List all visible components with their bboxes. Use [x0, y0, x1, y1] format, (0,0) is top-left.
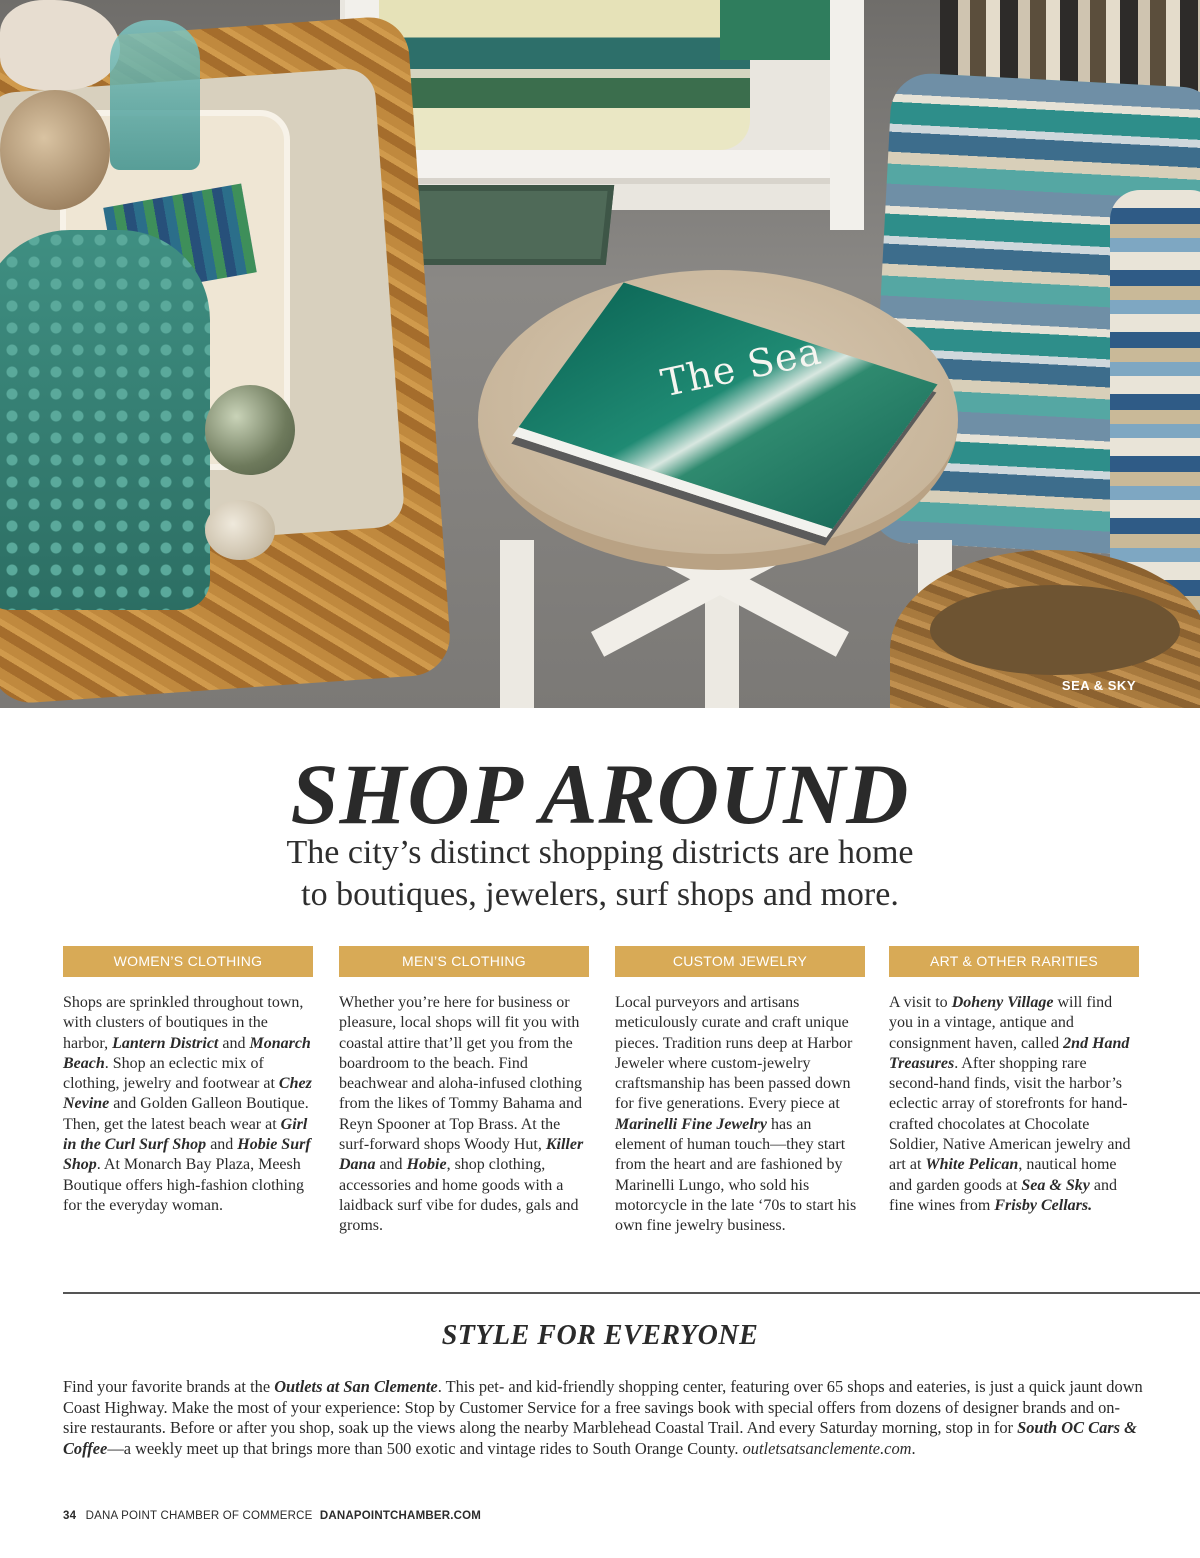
text-run: Local purveyors and artisans meticulously curate and craft unique pieces. Tradition runs deep at Harbor Jeweler where custom-jewelry craftsmanship has been passed down for five generations. Every piece at — [615, 994, 853, 1113]
text-run: . — [911, 1438, 916, 1458]
seashell — [0, 90, 110, 210]
emphasis-name: Frisby Cellars. — [994, 1196, 1093, 1214]
coral — [0, 0, 120, 90]
emphasis-name: Monarch Beach — [63, 1034, 311, 1072]
column-body — [615, 993, 865, 1237]
column-header: WOMEN’S CLOTHING — [63, 946, 313, 977]
text-run: —a weekly meet up that brings more than 500 exotic and vintage rides to South Orange County. — [107, 1438, 743, 1458]
text-run: . This pet- and kid-friendly shopping center, featuring over 65 shops and eateries, is just a quick jaunt down Coast Highway. Make the most of your experience: Stop by Customer Service for a free savings book with special offers from dozens of designer brands and on-sire restaurants. Before or after you shop, soak up the views along the nearby Marblehead Coastal Trail. And every Saturday morning, stop in for — [63, 1377, 1143, 1438]
emphasis-name: South OC Cars & Coffee — [63, 1418, 1137, 1458]
column-header: ART & OTHER RARITIES — [889, 946, 1139, 977]
text-run: and — [375, 1156, 407, 1174]
basket-opening — [930, 585, 1180, 675]
text-run: Find your favorite brands at the — [63, 1377, 275, 1396]
column-body — [63, 993, 313, 1216]
column-custom-jewelry — [615, 946, 865, 1237]
text-run: and fine wines from — [889, 1176, 1117, 1214]
column-body — [339, 993, 589, 1237]
shelf-leg — [830, 0, 864, 230]
text-run: A visit to — [889, 994, 952, 1011]
emphasis-name: Outlets at San Clemente — [274, 1377, 438, 1396]
publication-name: DANA POINT CHAMBER OF COMMERCE — [85, 1510, 313, 1522]
text-run: . At Monarch Bay Plaza, Meesh Boutique offers high-fashion clothing for the everyday woman. — [63, 1156, 304, 1214]
emphasis-name: Lantern District — [112, 1034, 219, 1052]
subheadline-line: The city’s distinct shopping districts are home — [286, 834, 914, 871]
page-title: SHOP AROUND — [290, 746, 910, 842]
glass-float — [205, 385, 295, 475]
text-run: and — [206, 1136, 238, 1154]
book-title: The Sea — [657, 328, 826, 406]
glass-goblet — [110, 20, 200, 170]
emphasis-name: White Pelican — [925, 1156, 1019, 1174]
text-run: and Golden Galleon Boutique. Then, get the latest beach wear at — [63, 1095, 309, 1133]
subheadline — [0, 832, 1200, 916]
wooden-crate — [406, 185, 614, 265]
text-run: has an element of human touch—they start from the heart and are fashioned by Marinelli Lungo, who sold his motorcycle in the late ‘70s to start his own fine jewelry business. — [615, 1115, 857, 1235]
column-header: CUSTOM JEWELRY — [615, 946, 865, 977]
publication-url: DANAPOINTCHAMBER.COM — [319, 1510, 482, 1522]
speckled-egg — [205, 500, 275, 560]
emphasis-name: Killer Dana — [339, 1136, 584, 1174]
emphasis-name: Girl in the Curl Surf Shop — [63, 1115, 308, 1154]
section-divider — [63, 1292, 1200, 1294]
stool-leg — [500, 540, 534, 708]
text-run: . After shopping rare second-hand finds, visit the harbor’s eclectic array of storefronts for hand-crafted chocolates at Chocolate Soldier, Native American jewelry and art at — [889, 1054, 1131, 1174]
emphasis-name: Hobie — [406, 1156, 447, 1174]
emphasis-name: Doheny Village — [951, 994, 1054, 1011]
column-womens-clothing — [63, 946, 313, 1216]
column-body — [889, 993, 1139, 1216]
pillow-green — [720, 0, 830, 60]
text-run: will find you in a vintage, antique and consignment haven, called — [889, 994, 1113, 1052]
emphasis-name: 2nd Hand Treasures — [889, 1034, 1130, 1072]
page-number: 34 — [63, 1510, 77, 1522]
page-footer — [63, 1510, 481, 1522]
subheadline-line: to boutiques, jewelers, surf shops and more. — [301, 876, 899, 913]
text-run: Shops are sprinkled throughout town, with clusters of boutiques in the harbor, — [63, 994, 304, 1052]
feature-body — [63, 1377, 1143, 1459]
category-columns — [63, 946, 1143, 1266]
shelf-board — [340, 150, 860, 184]
emphasis-name: Hobie Surf Shop — [63, 1136, 311, 1174]
feature-title: STYLE FOR EVERYONE — [441, 1320, 759, 1351]
text-run: . Shop an eclectic mix of clothing, jewelry and footwear at — [63, 1054, 279, 1093]
text-run: Whether you’re here for business or pleasure, local shops will fit you with coastal attire that’ll get you from the boardroom to the beach. Find beachwear and aloha-infused clothing from the likes of Tommy Bahama and Reyn Spooner at Top Brass. At the surf-forward shops Woody Hut, — [339, 994, 583, 1154]
text-run: and — [218, 1034, 250, 1052]
text-run: , shop clothing, accessories and home goods with a laidback surf vibe for dudes, gals and groms. — [339, 1156, 579, 1235]
column-mens-clothing — [339, 946, 589, 1237]
photo-credit: SEA & SKY — [1061, 678, 1136, 693]
emphasis-name: Chez Nevine — [63, 1075, 312, 1113]
text-run: , nautical home and garden goods at — [889, 1156, 1117, 1194]
column-art-rarities — [889, 946, 1139, 1216]
emphasis-name: Sea & Sky — [1021, 1176, 1090, 1194]
pillow-striped — [360, 0, 750, 150]
hero-photo — [0, 0, 1200, 708]
emphasis-name: Marinelli Fine Jewelry — [615, 1115, 767, 1133]
emphasis-url: outletsatsanclemente.com — [742, 1438, 912, 1458]
column-header: MEN’S CLOTHING — [339, 946, 589, 977]
green-glass-jar — [0, 230, 210, 610]
